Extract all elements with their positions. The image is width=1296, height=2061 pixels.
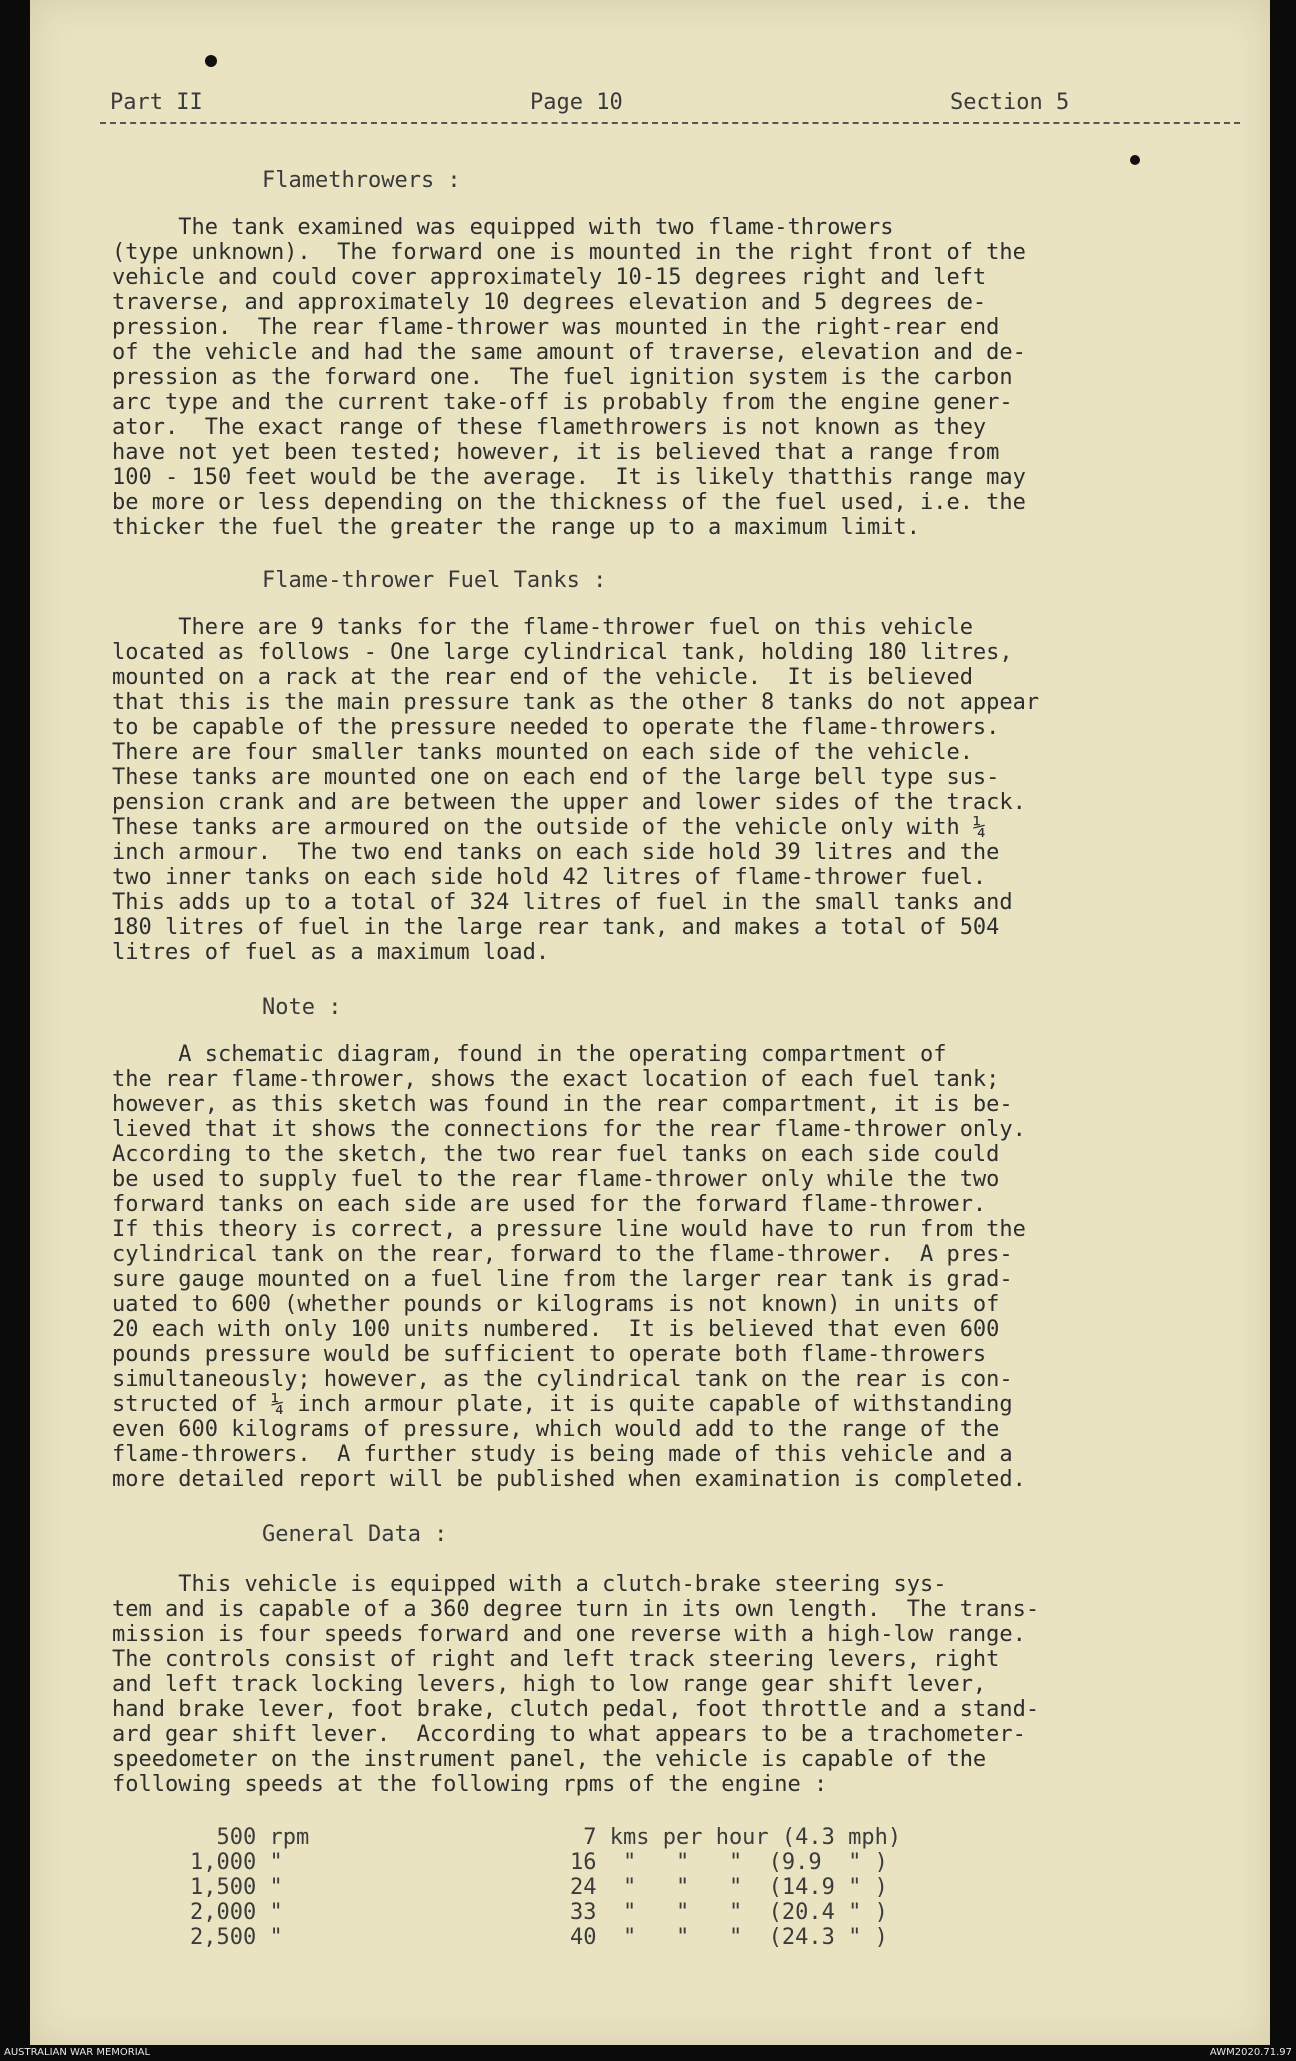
speed-cell: 7 kms per hour (4.3 mph) [570,1825,902,1850]
table-row [190,1900,990,1925]
speed-table [190,1825,990,1950]
paragraph-flamethrowers: The tank examined was equipped with two flame-throwers (type unknown). The forward one is mounted in the right front of the vehicle and could cover approximately 10-15 degrees right and left traverse, and approximately 10 degrees elevation and 5 degrees de- pression. The rear flame-thrower was mounted in the right-rear end of the vehicle and had the same amount of traverse, elevation and de- pression as the forward one. The fuel ignition system is the carbon arc type and the current take-off is probably from the engine gener- ator. The exact range of these flamethrowers is not known as they have not yet been tested; however, it is believed that a range from 100 - 150 feet would be the average. It is likely thatthis range may be more or less depending on the thickness of the fuel used, i.e. the thicker the fuel the greater the range up to a maximum limit. [112,215,1026,540]
table-row [190,1850,990,1875]
speed-cell: 24 " " " (14.9 " ) [570,1875,888,1900]
ink-mark [205,55,217,67]
rpm-cell: 1,000 " [190,1850,283,1875]
scan-border [1270,0,1296,2045]
heading-flamethrowers: Flamethrowers : [262,168,461,193]
paragraph-fuel-tanks: There are 9 tanks for the flame-thrower fuel on this vehicle located as follows - One large cylindrical tank, holding 180 litres, mounted on a rack at the rear end of the vehicle. It is believed that this is the main pressure tank as the other 8 tanks do not appear to be capable of the pressure needed to operate the flame-throwers. There are four smaller tanks mounted on each side of the vehicle. These tanks are mounted one on each end of the large bell type sus- pension crank and are between the upper and lower sides of the track. These tanks are armoured on the outside of the vehicle only with ¼ inch armour. The two end tanks on each side hold 39 litres and the two inner tanks on each side hold 42 litres of flame-thrower fuel. This adds up to a total of 324 litres of fuel in the small tanks and 180 litres of fuel in the large rear tank, and makes a total of 504 litres of fuel as a maximum load. [112,615,1040,965]
speed-cell: 16 " " " (9.9 " ) [570,1850,888,1875]
heading-fuel-tanks: Flame-thrower Fuel Tanks : [262,568,607,593]
paragraph-note: A schematic diagram, found in the operating compartment of the rear flame-thrower, shows the exact location of each fuel tank; however, as this sketch was found in the rear compartment, it is be- lieved that it shows the connections for the rear flame-thrower only. According to the sketch, the two rear fuel tanks on each side could be used to supply fuel to the rear flame-thrower only while the two forward tanks on each side are used for the forward flame-thrower. If this theory is correct, a pressure line would have to run from the cylindrical tank on the rear, forward to the flame-thrower. A pres- sure gauge mounted on a fuel line from the larger rear tank is grad- uated to 600 (whether pounds or kilograms is not known) in units of 20 each with only 100 units numbered. It is believed that even 600 pounds pressure would be sufficient to operate both flame-throwers simultaneously; however, as the cylindrical tank on the rear is con- structed of ¼ inch armour plate, it is quite capable of withstanding even 600 kilograms of pressure, which would add to the range of the flame-throwers. A further study is being made of this vehicle and a more detailed report will be published when examination is completed. [112,1042,1026,1492]
rpm-cell: 2,000 " [190,1900,283,1925]
rpm-cell: 2,500 " [190,1925,283,1950]
header-section: Section 5 [950,90,1070,115]
paragraph-general-data: This vehicle is equipped with a clutch-brake steering sys- tem and is capable of a 360 degree turn in its own length. The trans- mission is four speeds forward and one reverse with a high-low range. The controls consist of right and left track steering levers, right and left track locking levers, high to low range gear shift lever, hand brake lever, foot brake, clutch pedal, foot throttle and a stand- ard gear shift lever. According to what appears to be a trachometer- speedometer on the instrument panel, the vehicle is capable of the following speeds at the following rpms of the engine : [112,1572,1040,1797]
speed-cell: 40 " " " (24.3 " ) [570,1925,888,1950]
archive-footer [0,2045,1296,2061]
table-row [190,1875,990,1900]
heading-note: Note : [262,995,342,1020]
ink-mark [1130,155,1140,165]
header-part: Part II [110,90,203,115]
heading-general-data: General Data : [262,1522,448,1547]
rpm-cell: 1,500 " [190,1875,283,1900]
table-row [190,1825,990,1850]
header-rule [100,122,1240,124]
header-page: Page 10 [530,90,623,115]
rpm-cell: 500 rpm [190,1825,310,1850]
speed-cell: 33 " " " (20.4 " ) [570,1900,888,1925]
footer-id: AWM2020.71.97 [1209,2047,1292,2058]
table-row [190,1925,990,1950]
page-header [110,90,1110,124]
footer-source: AUSTRALIAN WAR MEMORIAL [4,2047,151,2058]
